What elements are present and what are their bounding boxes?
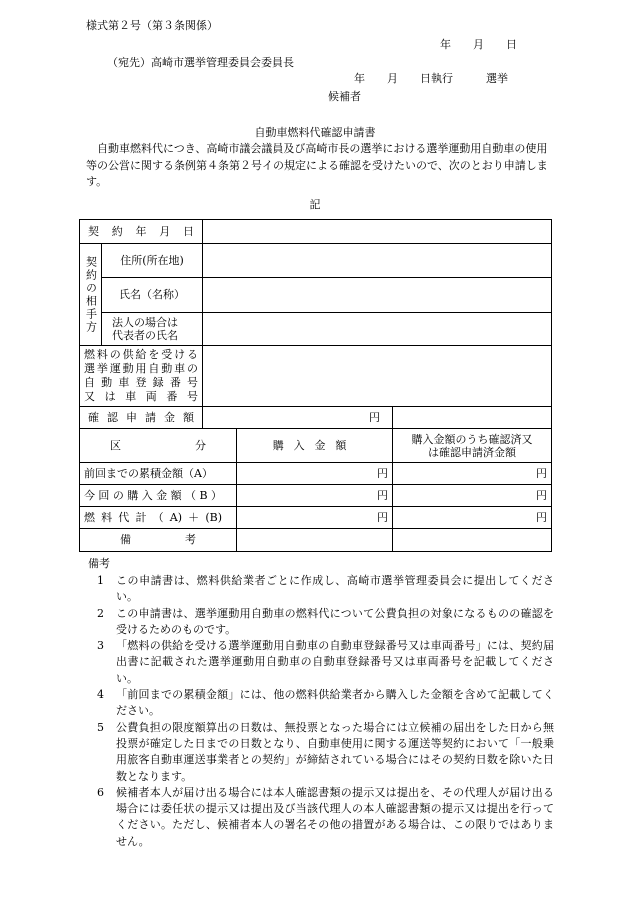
addressee: （宛先）高崎市選挙管理委員会委員長 (107, 56, 294, 69)
row-cumulative (80, 463, 552, 485)
vehicle-label-line2: 選挙運動用自動車の (84, 362, 198, 375)
address-field[interactable] (203, 244, 552, 278)
category-header-a: 区 (110, 438, 121, 452)
category-header-b: 分 (195, 438, 206, 452)
yen-unit: 円 (369, 410, 380, 424)
note-item: 3 「燃料の供給を受ける選挙運動用自動車の自動車登録番号又は車両番号」には、契約届出書に記載された選挙運動用自動車の自動車登録番号又は車両番号を記載してください。 (97, 639, 554, 685)
election-date-line: 年 月 日執行 選挙 (354, 72, 508, 85)
cumulative-confirmed-field[interactable]: 円 (393, 463, 552, 485)
name-field[interactable] (203, 278, 552, 313)
remarks-field[interactable] (237, 529, 393, 552)
current-label: 今回の購入金額（B） (80, 485, 237, 507)
vehicle-label-line4: 又は車両番号 (84, 390, 198, 403)
category-header (80, 429, 237, 463)
representative-label-line1: 法人の場合は (112, 316, 178, 329)
document-title: 自動車燃料代確認申請書 (254, 126, 376, 139)
remarks-label-a: 備 (120, 533, 131, 546)
application-table (79, 219, 552, 552)
notes-heading: 備考 (88, 557, 110, 570)
contract-date-field[interactable] (203, 220, 552, 244)
note-item: 6 候補者本人が届け出る場合には本人確認書類の提示又は提出を、その代理人が届け出る場合には委任状の提示又は提出及び当該代理人の本人確認書類の提示又は提出を行ってください。ただし、候補者本人の署名その他の措置がある場合は、この限りではありません。 (97, 785, 554, 848)
row-vehicle-number (80, 346, 552, 407)
row-contract-date (80, 220, 552, 244)
current-confirmed-field[interactable]: 円 (393, 485, 552, 507)
row-requested-amount (80, 407, 552, 429)
requested-amount-blank (393, 407, 552, 429)
total-label: 燃料代計（A)＋(B) (80, 507, 237, 529)
row-remarks (80, 529, 552, 552)
requested-amount-label: 確認申請金額 (80, 407, 203, 429)
form-number: 様式第２号（第３条関係） (86, 19, 218, 32)
vehicle-label-line3: 自動車登録番号 (84, 376, 198, 389)
confirmed-header-line1: 購入金額のうち確認済又 (411, 432, 533, 446)
address-label: 住所(所在地) (102, 244, 203, 278)
note-item: 5 公費負担の限度額算出の日数は、無投票となった場合には立候補の届出をした日から無投票が確定した日までの日数となり、自動車使用に関する運送等契約において「一般乗用旅客自動車運送事業者との契約」が締結されている場合にはその契約日数を除いた日数となります。 (97, 720, 554, 783)
counterparty-label: 契約の相手方 (80, 244, 102, 346)
vehicle-number-label (80, 346, 203, 407)
confirmed-header-line2: は確認申請済金額 (428, 445, 516, 459)
representative-label (102, 313, 203, 346)
contract-date-label: 契約年月日 (80, 220, 203, 244)
notes-list (86, 573, 554, 850)
name-label: 氏名（名称） (102, 278, 203, 313)
current-purchase-field[interactable]: 円 (237, 485, 393, 507)
remarks-label-b: 考 (185, 533, 196, 546)
note-item: 1 この申請書は、燃料供給業者ごとに作成し、高崎市選挙管理委員会に提出してください。 (97, 574, 554, 604)
note-item: 2 この申請書は、選挙運動用自動車の燃料代について公費負担の対象になるものの確認を受けるためのものです。 (97, 606, 554, 636)
representative-label-line2: 代表者の氏名 (112, 329, 178, 342)
vehicle-label-line1: 燃料の供給を受ける (84, 348, 198, 361)
purchase-amount-header: 購入金額 (237, 429, 393, 463)
row-name (80, 278, 552, 313)
row-total (80, 507, 552, 529)
remarks-label (80, 529, 237, 552)
confirmed-amount-header (393, 429, 552, 463)
ki-label: 記 (309, 198, 321, 211)
vehicle-number-field[interactable] (203, 346, 552, 407)
row-current (80, 485, 552, 507)
total-confirmed-field[interactable]: 円 (393, 507, 552, 529)
cumulative-label: 前回までの累積金額（A） (80, 463, 237, 485)
intro-paragraph: 自動車燃料代につき、高崎市議会議員及び高崎市長の選挙における選挙運動用自動車の使用等の公営に関する条例第４条第２号イの規定による確認を受けたいので、次のとおり申請します。 (86, 142, 548, 188)
row-column-headers (80, 429, 552, 463)
remarks-field-2[interactable] (393, 529, 552, 552)
requested-amount-field[interactable] (203, 407, 393, 429)
row-representative (80, 313, 552, 346)
candidate-label: 候補者 (328, 90, 361, 103)
representative-field[interactable] (203, 313, 552, 346)
note-item: 4 「前回までの累積金額」には、他の燃料供給業者から購入した金額を含めて記載してください。 (97, 688, 554, 718)
cumulative-purchase-field[interactable]: 円 (237, 463, 393, 485)
total-purchase-field[interactable]: 円 (237, 507, 393, 529)
application-date: 年 月 日 (440, 38, 517, 51)
row-address (80, 244, 552, 278)
